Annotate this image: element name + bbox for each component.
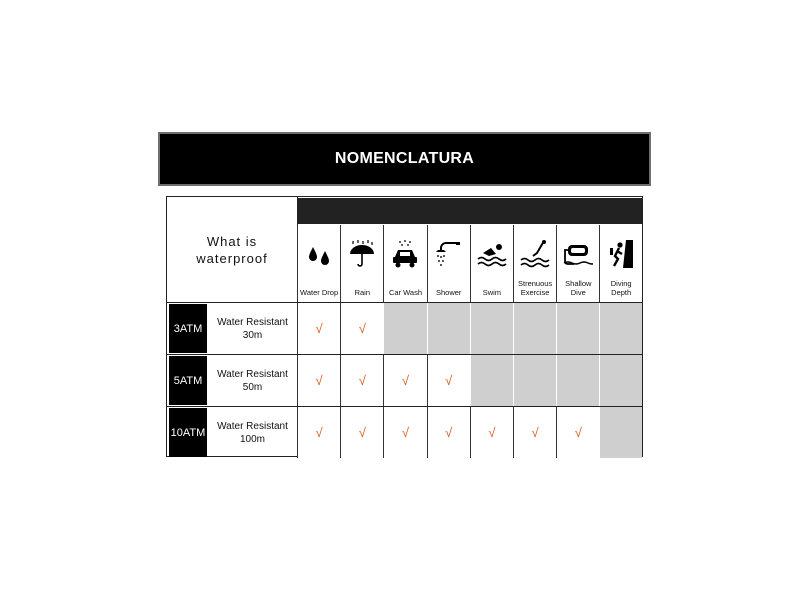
activity-header-5 [513,225,556,302]
activity-header-2 [383,225,426,302]
activity-label: Shallow Dive [565,279,592,297]
unsupported-cell [599,407,642,458]
check-mark-icon: √ [445,373,453,388]
rating-description [208,303,298,354]
supported-cell [340,407,383,458]
rating-description-line1: Water Resistant [217,316,288,328]
diving-depth-icon [606,239,636,269]
activity-label: Strenuous Exercise [517,279,553,297]
umbrella-rain-icon [347,239,377,269]
activity-label: Shower [435,288,462,297]
unsupported-cell [513,303,556,354]
rating-description-line1: Water Resistant [217,368,288,380]
unsupported-cell [470,355,513,406]
unsupported-cell [427,303,470,354]
activity-label: Car Wash [388,288,423,297]
supported-cell [427,407,470,458]
check-mark-icon: √ [488,425,496,440]
supported-cell [297,355,340,406]
activity-header-1 [340,225,383,302]
check-mark-icon: √ [315,321,323,336]
activity-header-4 [470,225,513,302]
atm-rating-badge: 5ATM [169,356,207,405]
check-mark-icon: √ [401,425,410,440]
supported-cell [513,407,556,458]
check-mark-icon: √ [445,425,453,440]
rating-description-line2: 100m [239,433,265,445]
table-row [167,354,642,406]
rating-description-line2: 50m [242,381,263,393]
activity-label: Rain [354,288,370,297]
car-wash-icon [390,239,420,269]
rating-description [208,355,298,406]
rating-description-line1: Water Resistant [217,420,288,432]
activity-header-7 [599,225,642,302]
waterproof-table [166,196,643,457]
activity-header-6 [556,225,599,302]
activity-label: Diving Depth [610,279,632,297]
activity-header-0 [297,225,340,302]
rating-description [208,407,298,458]
shower-icon [434,239,464,269]
strenuous-exercise-icon [520,239,550,269]
header-bar [298,198,642,224]
check-mark-icon: √ [358,321,366,336]
check-mark-icon: √ [531,425,539,440]
title-banner [158,132,651,186]
supported-cell [383,355,426,406]
supported-cell [383,407,426,458]
check-mark-icon: √ [315,373,323,388]
shallow-dive-icon [563,239,593,269]
unsupported-cell [556,303,599,354]
supported-cell [297,407,340,458]
table-row [167,406,642,458]
unsupported-cell [556,355,599,406]
check-mark-icon: √ [315,425,323,440]
rating-description-line2: 30m [242,329,263,341]
check-mark-icon: √ [358,373,366,388]
water-drop-icon [304,239,334,269]
table-row [167,302,642,354]
supported-cell [470,407,513,458]
supported-cell [340,355,383,406]
unsupported-cell [599,355,642,406]
unsupported-cell [513,355,556,406]
page-title: NOMENCLATURA [334,150,475,167]
unsupported-cell [383,303,426,354]
unsupported-cell [470,303,513,354]
supported-cell [427,355,470,406]
atm-rating-badge: 3ATM [169,304,207,353]
activity-label: Swim [482,288,502,297]
swim-icon [477,239,507,269]
supported-cell [297,303,340,354]
check-mark-icon: √ [574,425,582,440]
check-mark-icon: √ [358,425,366,440]
corner-label: What is waterproof [167,197,298,302]
unsupported-cell [599,303,642,354]
supported-cell [340,303,383,354]
supported-cell [556,407,599,458]
atm-rating-badge: 10ATM [169,408,207,457]
activity-header-3 [427,225,470,302]
check-mark-icon: √ [401,373,410,388]
activity-label: Water Drop [300,288,339,297]
